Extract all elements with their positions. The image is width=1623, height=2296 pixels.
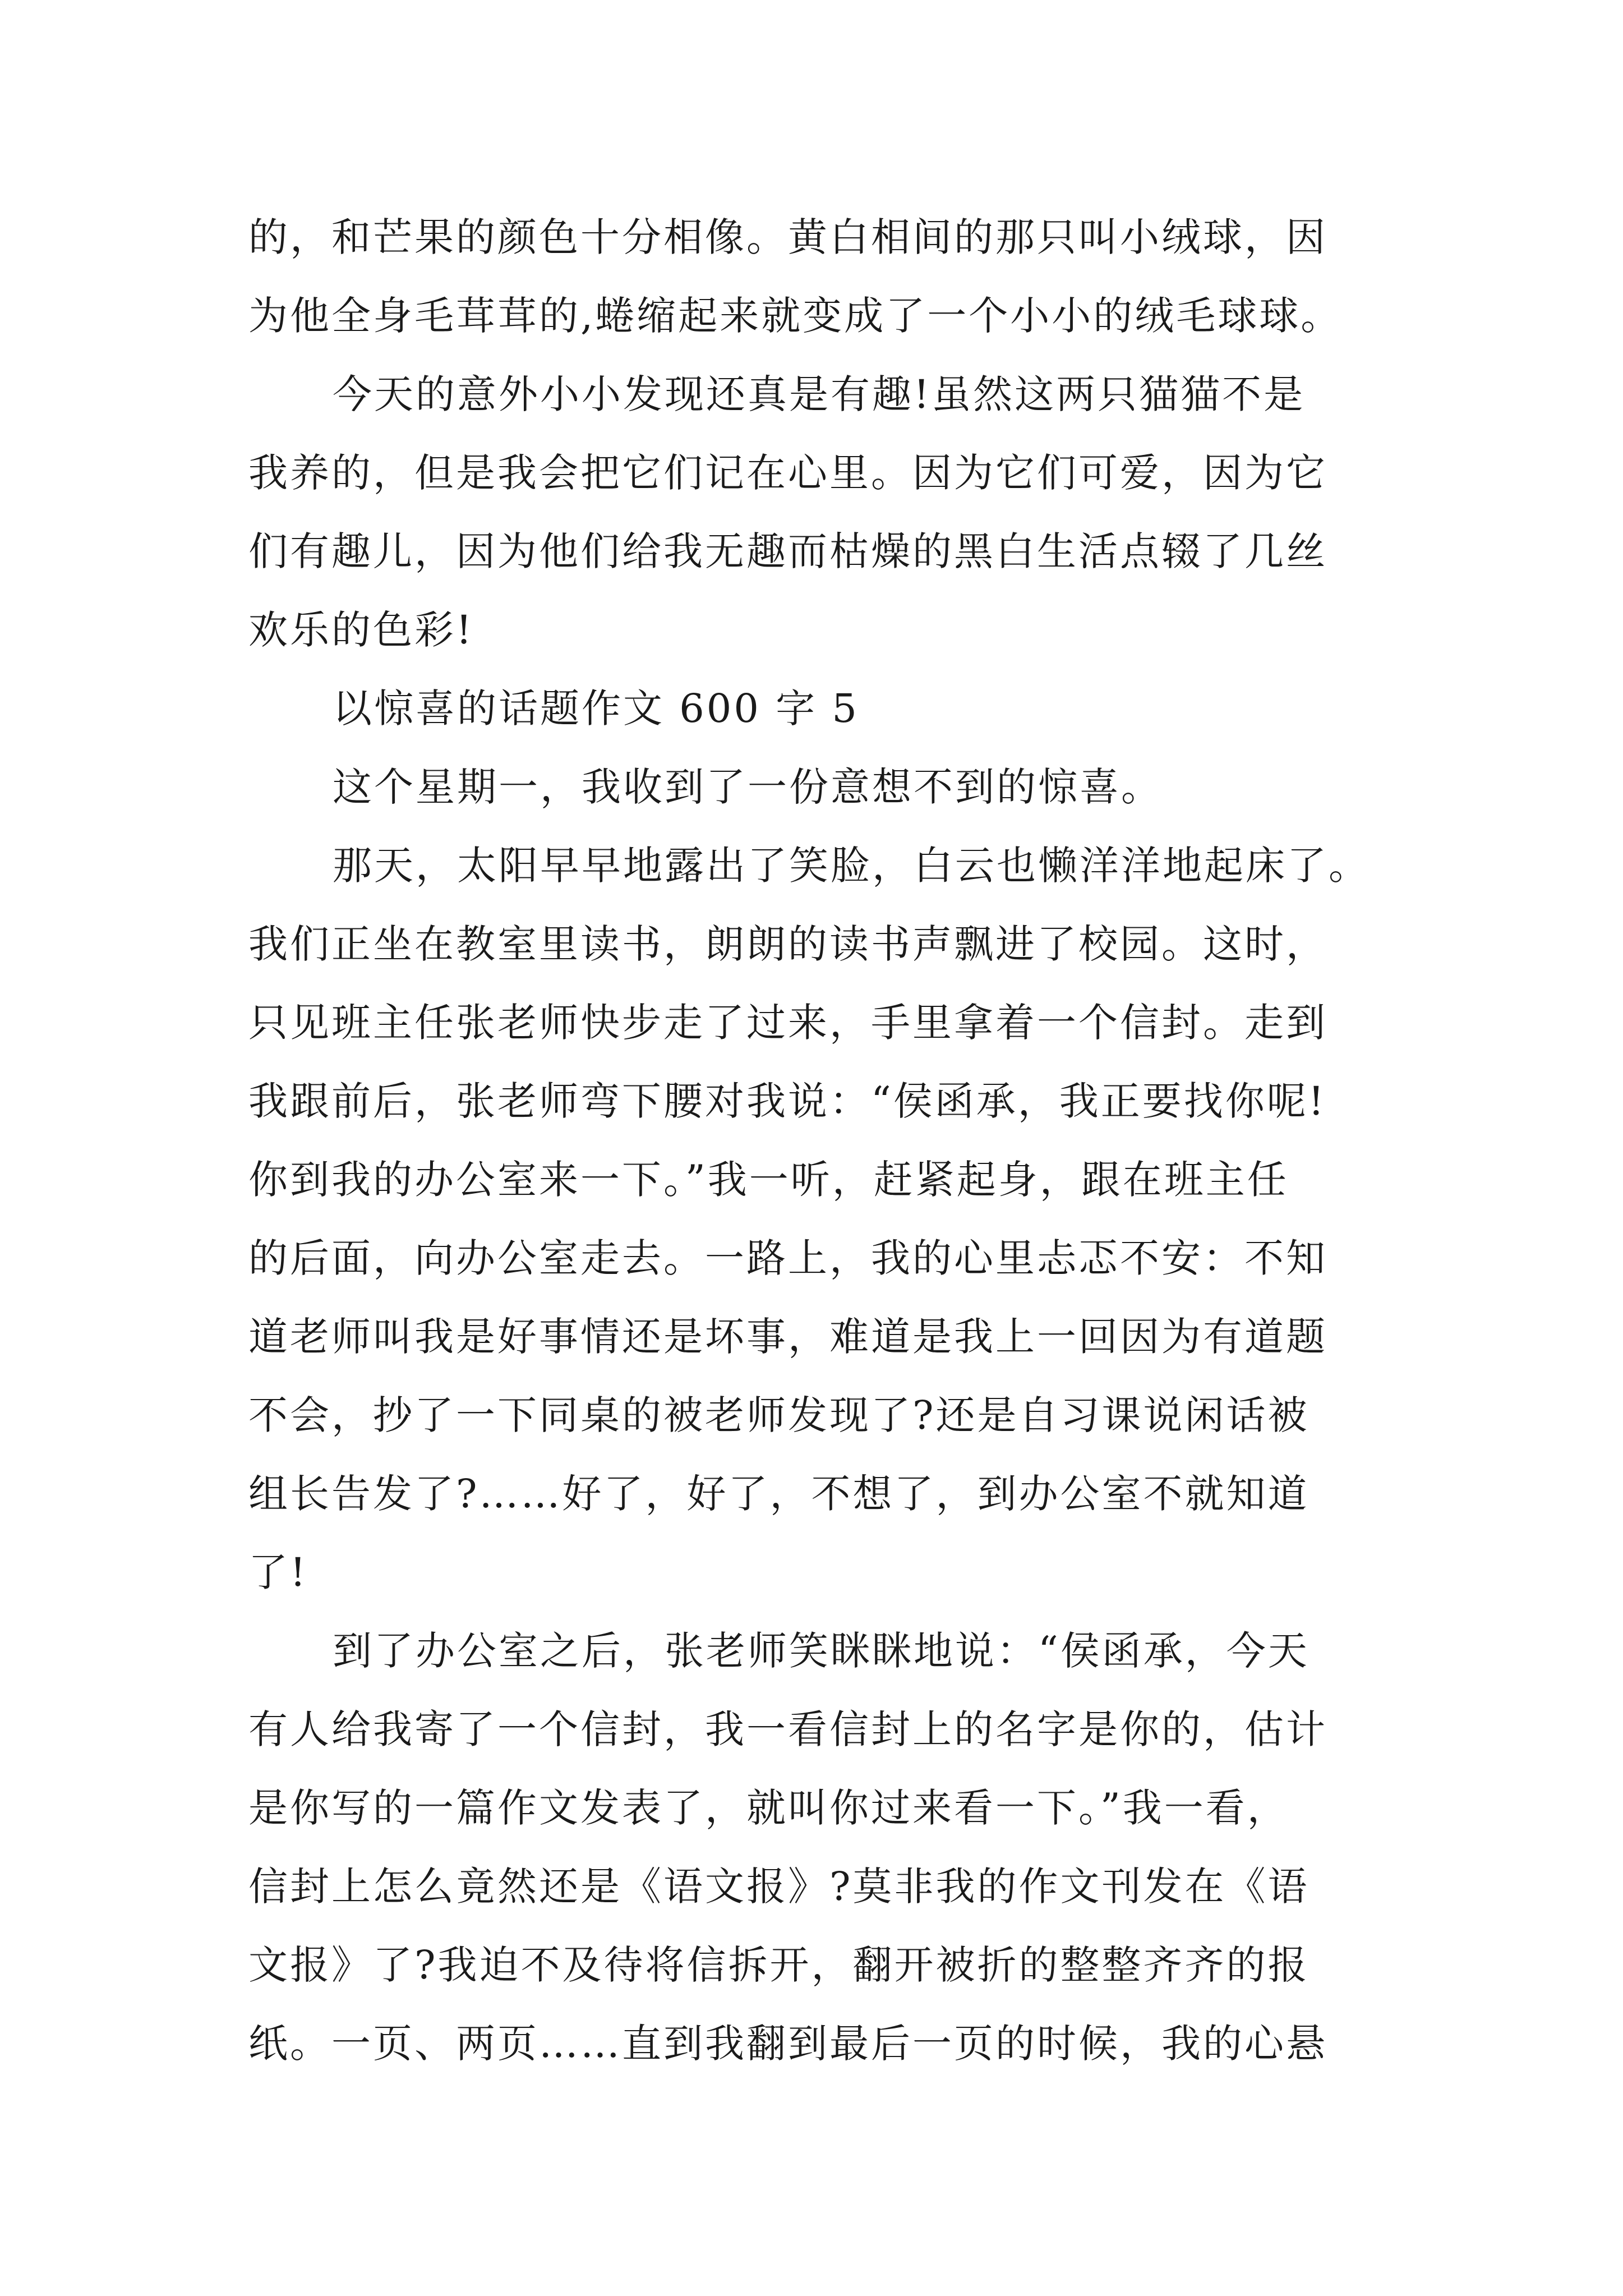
text-line: 组长告发了?……好了，好了，不想了，到办公室不就知道 (248, 1471, 1310, 1517)
paragraph-start: 那天，太阳早早地露出了笑脸，白云也懒洋洋地起床了。 (333, 843, 1370, 889)
section-heading: 以惊喜的话题作文 600 字 5 (333, 685, 859, 731)
text-line: 为他全身毛茸茸的,蜷缩起来就变成了一个小小的绒毛球球。 (248, 293, 1343, 339)
text-line: 信封上怎么竟然还是《语文报》?莫非我的作文刊发在《语 (248, 1864, 1310, 1910)
text-line: 们有趣儿，因为他们给我无趣而枯燥的黑白生活点辍了几丝 (248, 528, 1327, 574)
text-line: 了! (248, 1549, 308, 1595)
text-line: 是你写的一篇作文发表了，就叫你过来看一下。”我一看， (248, 1785, 1289, 1831)
text-line: 的，和芒果的颜色十分相像。黄白相间的那只叫小绒球，因 (248, 214, 1327, 260)
text-line: 我们正坐在教室里读书，朗朗的读书声飘进了校园。这时， (248, 921, 1327, 967)
paragraph-start: 今天的意外小小发现还真是有趣!虽然这两只猫猫不是 (333, 371, 1306, 417)
text-line: 道老师叫我是好事情还是坏事，难道是我上一回因为有道题 (248, 1314, 1327, 1360)
text-line: 不会，抄了一下同桌的被老师发现了?还是自习课说闲话被 (248, 1392, 1310, 1438)
text-line: 只见班主任张老师快步走了过来，手里拿着一个信封。走到 (248, 1000, 1327, 1046)
text-line: 的后面，向办公室走去。一路上，我的心里忐忑不安：不知 (248, 1235, 1327, 1281)
text-line: 欢乐的色彩! (248, 607, 474, 653)
paragraph-start: 到了办公室之后，张老师笑眯眯地说：“侯函承，今天 (333, 1628, 1310, 1674)
text-line: 有人给我寄了一个信封，我一看信封上的名字是你的，估计 (248, 1706, 1327, 1752)
paragraph-start: 这个星期一，我收到了一份意想不到的惊喜。 (333, 764, 1163, 810)
text-line: 我跟前后，张老师弯下腰对我说：“侯函承，我正要找你呢! (248, 1078, 1326, 1124)
text-line: 你到我的办公室来一下。”我一听，赶紧起身，跟在班主任 (248, 1157, 1289, 1203)
text-line: 我养的，但是我会把它们记在心里。因为它们可爱，因为它 (248, 450, 1327, 496)
text-line: 纸。一页、两页……直到我翻到最后一页的时候，我的心悬 (248, 2021, 1327, 2067)
text-line: 文报》了?我迫不及待将信拆开，翻开被折的整整齐齐的报 (248, 1942, 1310, 1988)
